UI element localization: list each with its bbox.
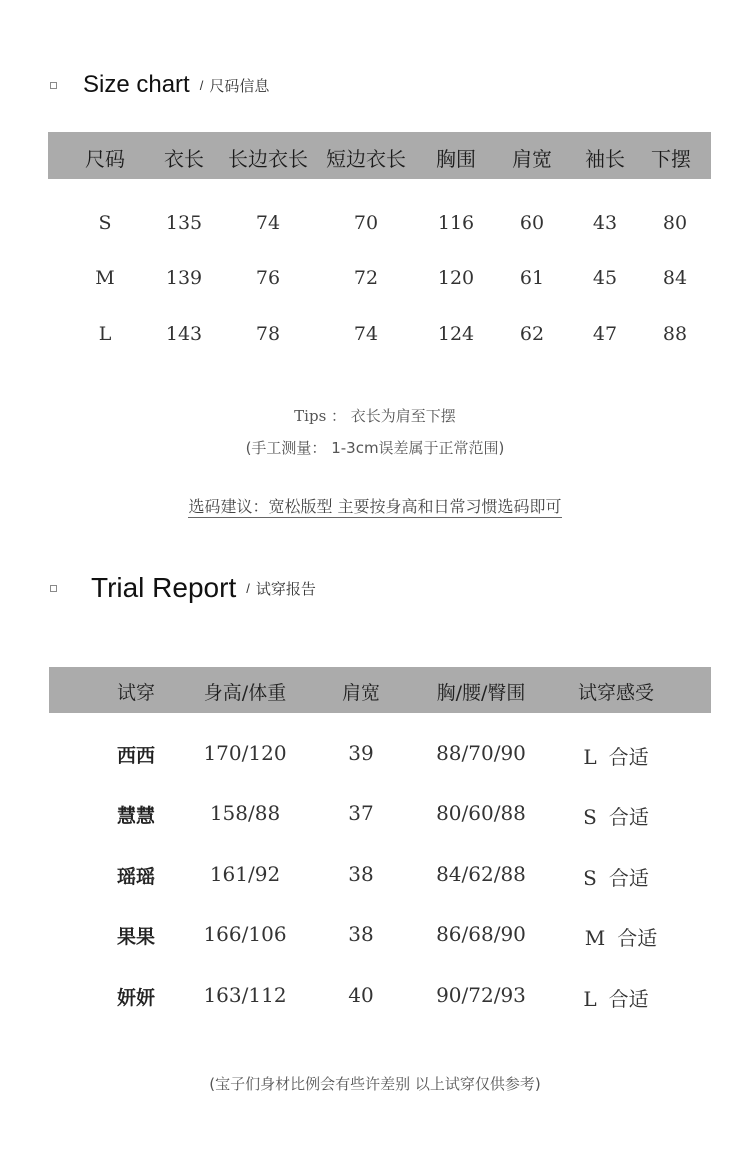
trial-header-cell: 试穿 <box>116 682 156 704</box>
trial-footnote: (宝子们身材比例会有些许差别 以上试穿仅供参考) <box>209 1075 541 1093</box>
size-table-cell: 120 <box>437 267 475 289</box>
size-table-cell: 143 <box>165 323 203 345</box>
trial-fit-size: S <box>583 866 597 890</box>
size-measure-note: (手工测量： 1-3cm误差属于正常范围) <box>245 439 505 457</box>
size-advice <box>0 494 750 517</box>
size-table-cell: 61 <box>519 267 545 289</box>
size-table-cell: 80 <box>662 212 688 234</box>
trial-name-cell: 慧慧 <box>116 805 156 827</box>
size-header-cell: 短边衣长 <box>326 147 406 171</box>
trial-fit-text: 合适 <box>617 926 658 950</box>
square-bullet-icon <box>50 82 57 89</box>
trial-fit-size: L <box>583 745 597 769</box>
trial-fit-text: 合适 <box>608 866 649 890</box>
size-header-cell: 肩宽 <box>512 147 552 171</box>
trial-name-cell: 果果 <box>116 926 156 948</box>
size-table-cell: 139 <box>165 267 203 289</box>
trial-fit-cell <box>583 862 649 891</box>
size-table-cell: M <box>95 267 115 289</box>
trial-fit-text: 合适 <box>608 805 649 829</box>
size-chart-heading <box>50 70 269 100</box>
size-table-cell: 78 <box>255 323 281 345</box>
title-slash: / <box>246 580 250 596</box>
size-header-cell: 胸围 <box>436 147 476 171</box>
size-tips-line: Tips ： 衣长为肩至下摆 <box>294 407 456 425</box>
size-header-cell: 长边衣长 <box>228 147 308 171</box>
size-table-cell: 70 <box>353 212 379 234</box>
size-table-cell: 76 <box>255 267 281 289</box>
size-header-cell: 袖长 <box>585 147 625 171</box>
trial-shoulder-cell: 38 <box>348 922 374 946</box>
trial-shoulder-cell: 37 <box>348 801 374 825</box>
trial-header-cell: 试穿感受 <box>577 682 655 704</box>
trial-bwh-cell: 80/60/88 <box>436 801 526 825</box>
trial-fit-cell <box>583 983 648 1012</box>
size-advice-text: 选码建议：宽松版型 主要按身高和日常习惯选码即可 <box>188 497 562 516</box>
trial-height-weight-cell: 166/106 <box>203 922 287 946</box>
size-table-cell: 62 <box>519 323 545 345</box>
trial-bwh-cell: 90/72/93 <box>436 983 526 1007</box>
square-bullet-icon <box>50 585 57 592</box>
trial-fit-size: L <box>583 987 597 1011</box>
trial-height-weight-cell: 170/120 <box>203 741 287 765</box>
trial-fit-cell <box>583 801 649 830</box>
size-table-cell: 45 <box>592 267 618 289</box>
trial-report-title-zh: 试穿报告 <box>255 579 316 598</box>
size-table-cell: 43 <box>592 212 618 234</box>
size-table-cell: 60 <box>519 212 545 234</box>
size-table-cell: 135 <box>165 212 203 234</box>
trial-bwh-cell: 88/70/90 <box>436 741 526 765</box>
trial-height-weight-cell: 163/112 <box>203 983 287 1007</box>
size-table-cell: 74 <box>255 212 281 234</box>
size-table-cell: 74 <box>353 323 379 345</box>
trial-shoulder-cell: 39 <box>348 741 374 765</box>
size-table-cell: S <box>98 212 112 234</box>
trial-bwh-cell: 86/68/90 <box>436 922 526 946</box>
trial-fit-cell <box>583 741 648 770</box>
trial-shoulder-cell: 40 <box>348 983 374 1007</box>
size-chart-title-zh: 尺码信息 <box>209 76 270 95</box>
trial-name-cell: 妍妍 <box>116 987 156 1009</box>
trial-height-weight-cell: 161/92 <box>209 862 281 886</box>
size-table-cell: 84 <box>662 267 688 289</box>
size-table-cell: 88 <box>662 323 688 345</box>
trial-fit-cell <box>585 922 657 951</box>
trial-name-cell: 西西 <box>116 745 156 767</box>
trial-report-title-en: Trial Report <box>91 572 237 603</box>
title-slash: / <box>199 77 204 93</box>
trial-header-cell: 身高/体重 <box>203 682 287 704</box>
trial-fit-text: 合适 <box>608 987 649 1011</box>
size-table-cell: 47 <box>592 323 618 345</box>
size-chart-title-en: Size chart <box>83 71 190 98</box>
trial-name-cell: 瑶瑶 <box>116 866 156 888</box>
trial-report-heading <box>50 572 316 604</box>
trial-fit-size: M <box>584 926 606 950</box>
size-header-cell: 尺码 <box>85 147 125 171</box>
size-header-cell: 衣长 <box>164 147 204 171</box>
trial-header-cell: 胸/腰/臀围 <box>436 682 526 704</box>
trial-bwh-cell: 84/62/88 <box>436 862 526 886</box>
trial-fit-size: S <box>583 805 597 829</box>
trial-fit-text: 合适 <box>608 745 649 769</box>
size-header-cell: 下摆 <box>651 147 691 171</box>
size-table-cell: 72 <box>353 267 379 289</box>
size-table-cell: 124 <box>437 323 475 345</box>
trial-height-weight-cell: 158/88 <box>209 801 281 825</box>
trial-shoulder-cell: 38 <box>348 862 374 886</box>
size-table-cell: L <box>98 323 112 345</box>
trial-header-cell: 肩宽 <box>341 682 381 704</box>
size-table-cell: 116 <box>437 212 475 234</box>
